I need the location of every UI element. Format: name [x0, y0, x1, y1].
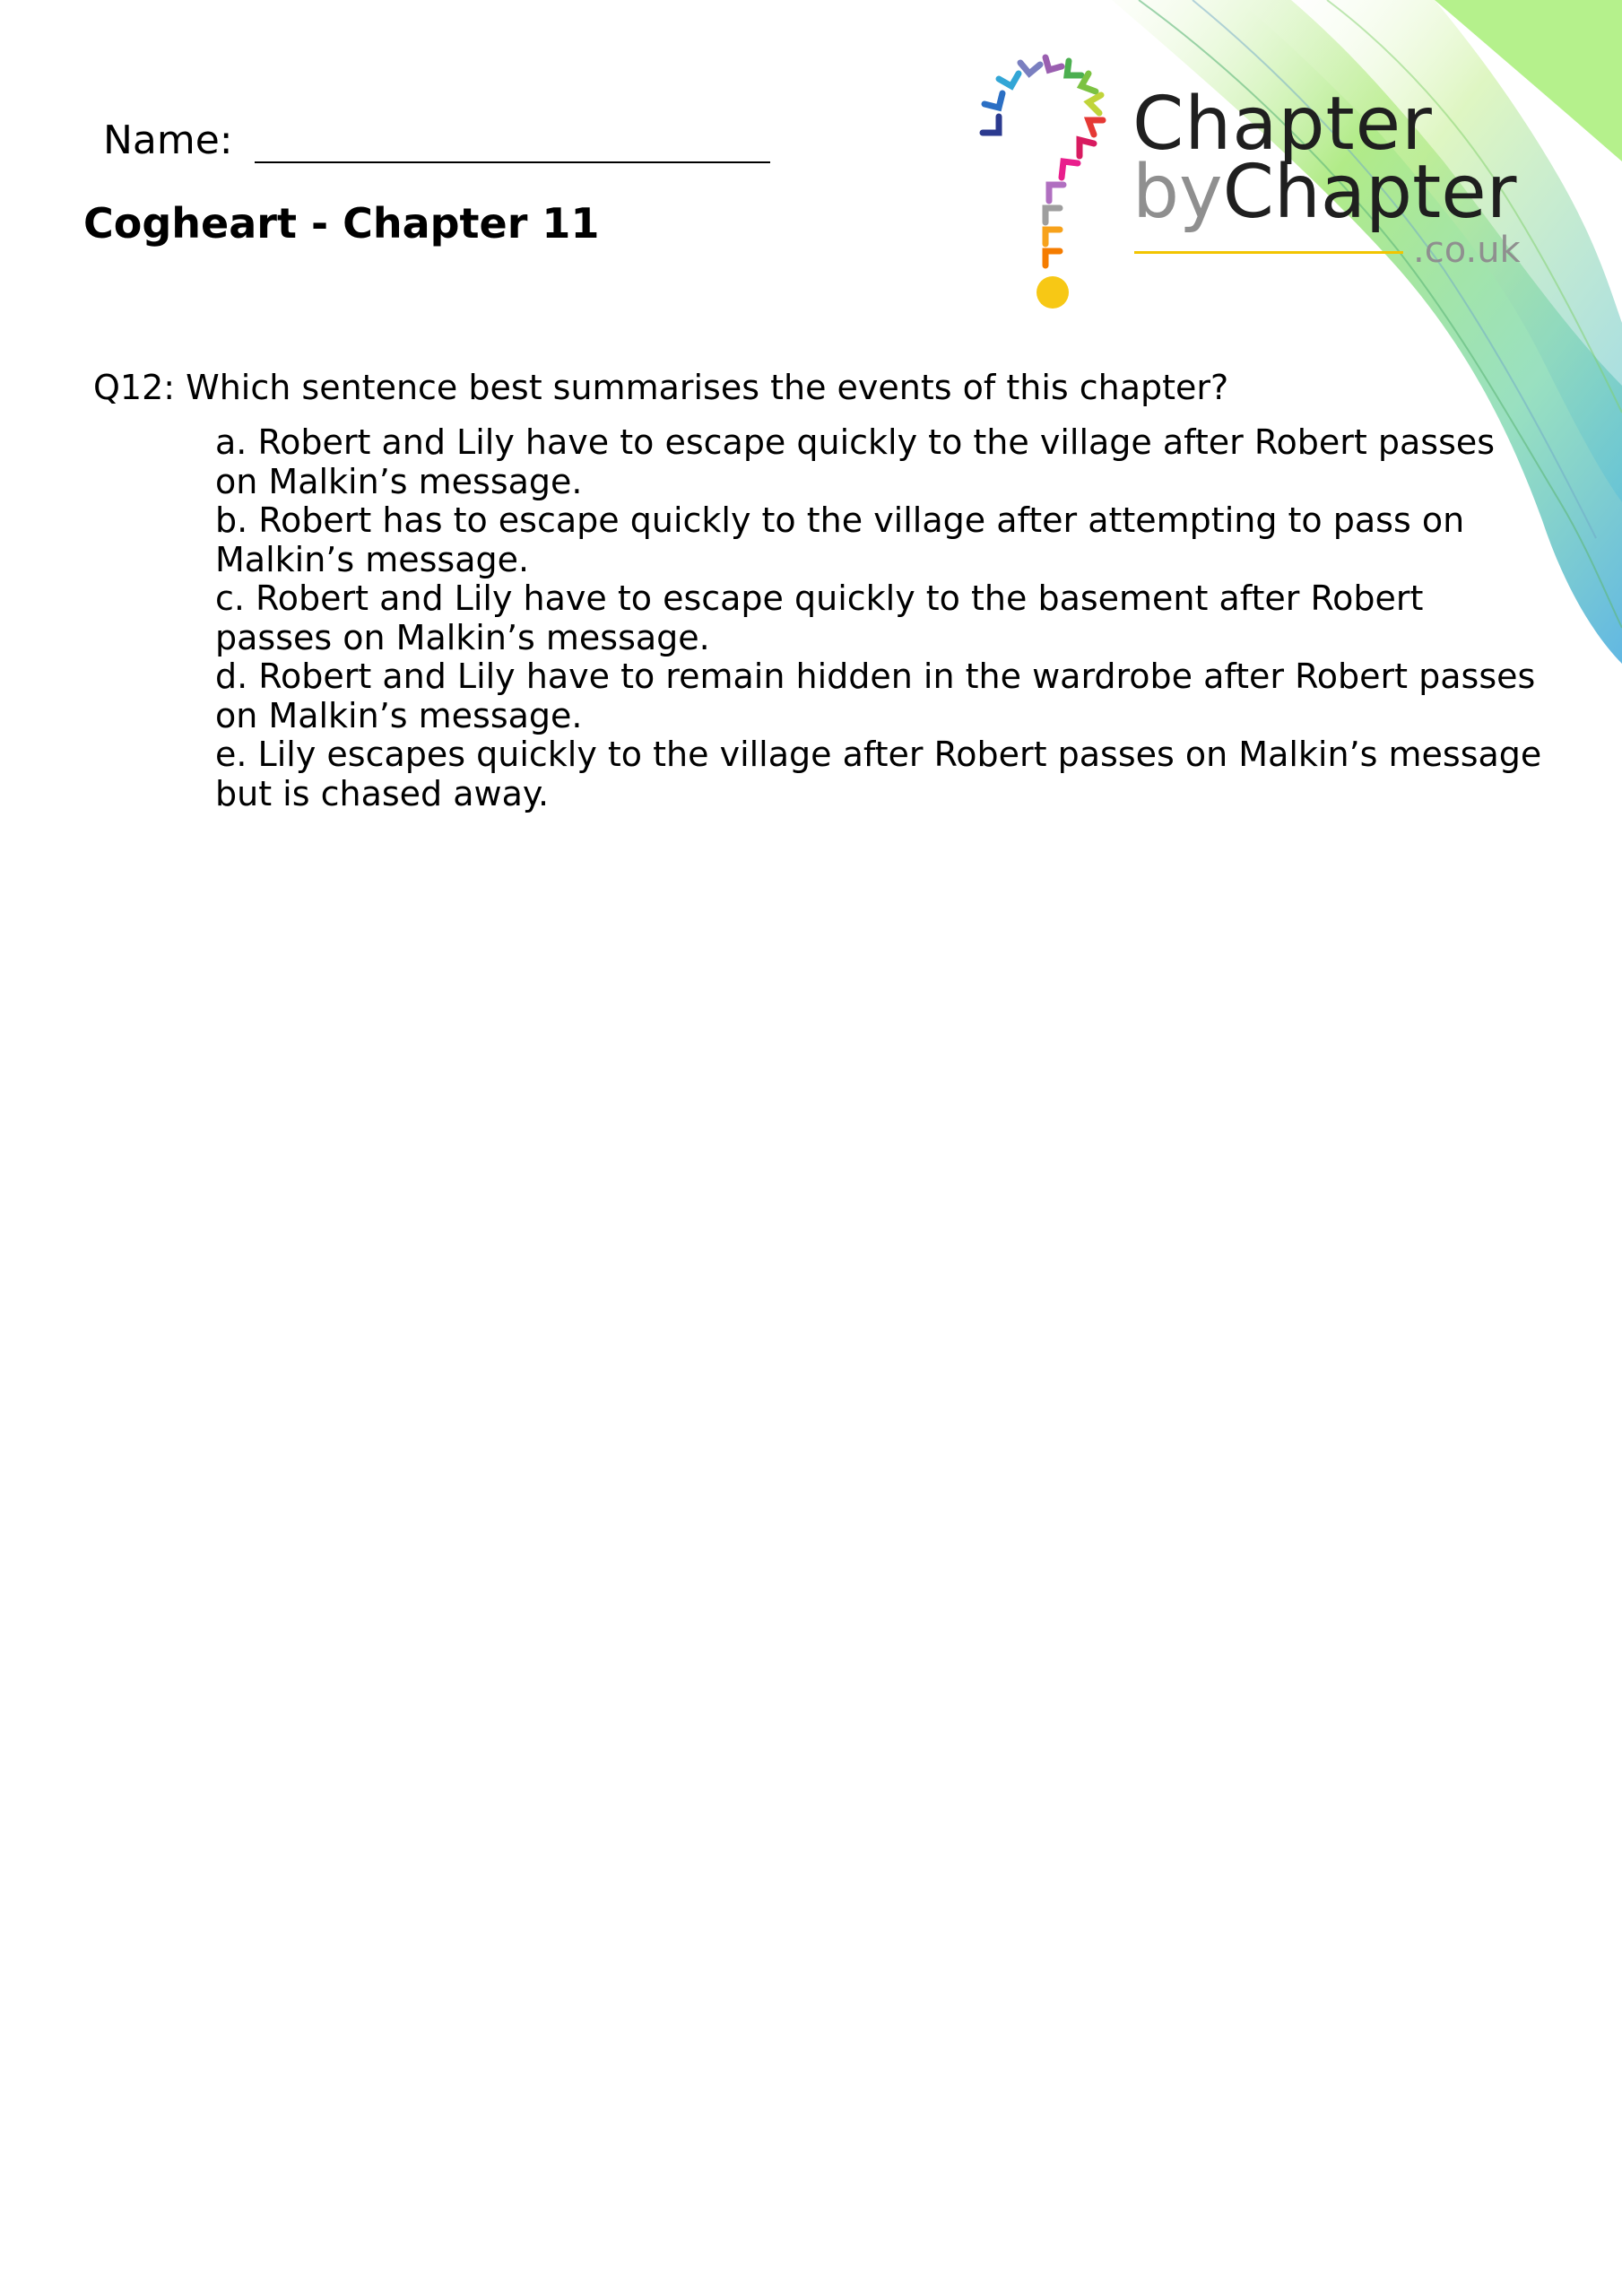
- answer-options: [215, 423, 1542, 813]
- logo-word-by-chapter: [1132, 150, 1517, 235]
- question-text: Q12: Which sentence best summarises the events of this chapter?: [93, 368, 1229, 407]
- logo-wordmark: [1132, 82, 1517, 235]
- logo-word-chapter-2: Chapter: [1222, 150, 1517, 235]
- answer-option-d: d. Robert and Lily have to remain hidden in the wardrobe after Robert passes on Malkin’s message.: [215, 657, 1536, 735]
- chapter-by-chapter-logo: [968, 52, 1542, 312]
- name-blank-line[interactable]: [255, 117, 770, 163]
- book-question-mark-icon: [968, 52, 1130, 312]
- worksheet-title: Cogheart - Chapter 11: [83, 199, 600, 248]
- answer-option-a: a. Robert and Lily have to escape quickly to the village after Robert passes on Malkin’s message.: [215, 422, 1496, 501]
- answer-option-b: b. Robert has to escape quickly to the village after attempting to pass on Malkin’s message.: [215, 500, 1465, 579]
- name-label: Name:: [103, 117, 233, 163]
- logo-domain: .co.uk: [1413, 230, 1521, 271]
- name-field: [103, 117, 770, 163]
- logo-underline: [1134, 251, 1403, 254]
- answer-option-c: c. Robert and Lily have to escape quickly to the basement after Robert passes on Malkin’s message.: [215, 578, 1424, 657]
- answer-option-e: e. Lily escapes quickly to the village after Robert passes on Malkin’s message but is chased away.: [215, 735, 1542, 813]
- logo-word-chapter: Chapter: [1132, 82, 1433, 167]
- logo-word-by: by: [1132, 150, 1223, 235]
